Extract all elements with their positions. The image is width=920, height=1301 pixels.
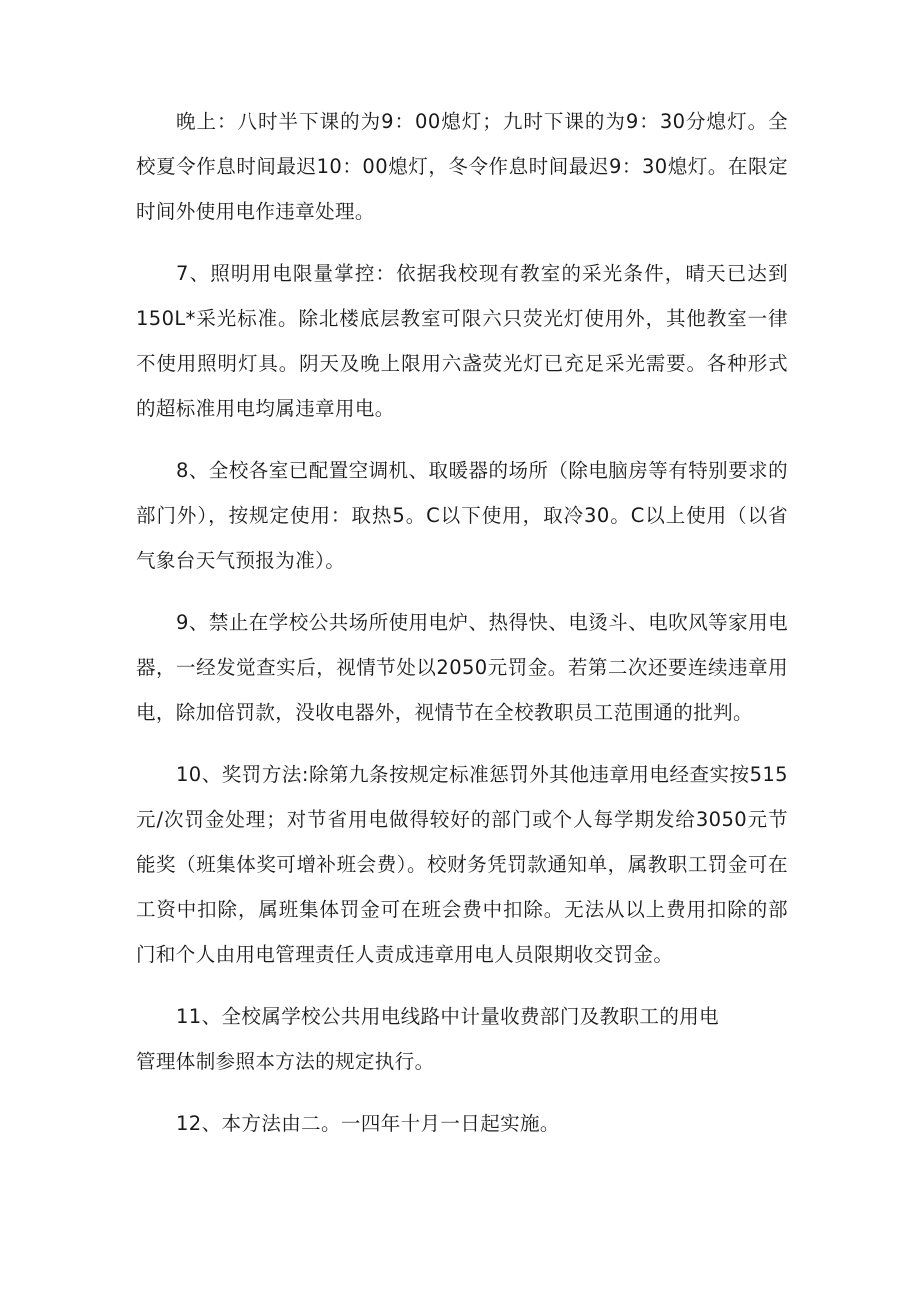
paragraph-item-11-line1: 11、全校属学校公共用电线路中计量收费部门及教职工的用电 (176, 1005, 720, 1028)
paragraph-lights-out-schedule: 晚上：八时半下课的为9：00熄灯；九时下课的为9：30分熄灯。全校夏令作息时间最迟10：00熄灯，冬令作息时间最迟9：30熄灯。在限定时间外使用电作违章处理。 (136, 110, 788, 223)
paragraph-item-12-effective-date: 12、本方法由二。一四年十月一日起实施。 (176, 1112, 560, 1135)
paragraph-item-8-air-conditioning: 8、全校各室已配置空调机、取暖器的场所（除电脑房等有特别要求的部门外），按规定使用：取热5。C以下使用，取冷30。C以上使用（以省气象台天气预报为准）。 (136, 459, 788, 572)
paragraph-item-11-line2: 管理体制参照本方法的规定执行。 (136, 1050, 435, 1073)
paragraph-item-9-appliance-ban: 9、禁止在学校公共场所使用电炉、热得快、电烫斗、电吹风等家用电器，一经发觉查实后，视情节处以2050元罚金。若第二次还要连续违章用电，除加倍罚款，没收电器外，视情节在全校教职员工范围通的批判。 (136, 611, 788, 724)
paragraph-item-7-lighting-limit: 7、照明用电限量掌控：依据我校现有教室的采光条件，晴天已达到150L*采光标准。除北楼底层教室可限六只荧光灯使用外，其他教室一律不使用照明灯具。阴天及晚上限用六盏荧光灯已充足采光需要。各种形式的超标准用电均属违章用电。 (136, 262, 788, 420)
paragraph-item-10-rewards-penalties: 10、奖罚方法:除第九条按规定标准惩罚外其他违章用电经查实按515元/次罚金处理；对节省用电做得较好的部门或个人每学期发给3050元节能奖（班集体奖可增补班会费）。校财务凭罚款通知单，属教职工罚金可在工资中扣除，属班集体罚金可在班会费中扣除。无法从以上费用扣除的部门和个人由用电管理责任人责成违章用电人员限期收交罚金。 (136, 763, 788, 966)
document-body (136, 99, 788, 1146)
